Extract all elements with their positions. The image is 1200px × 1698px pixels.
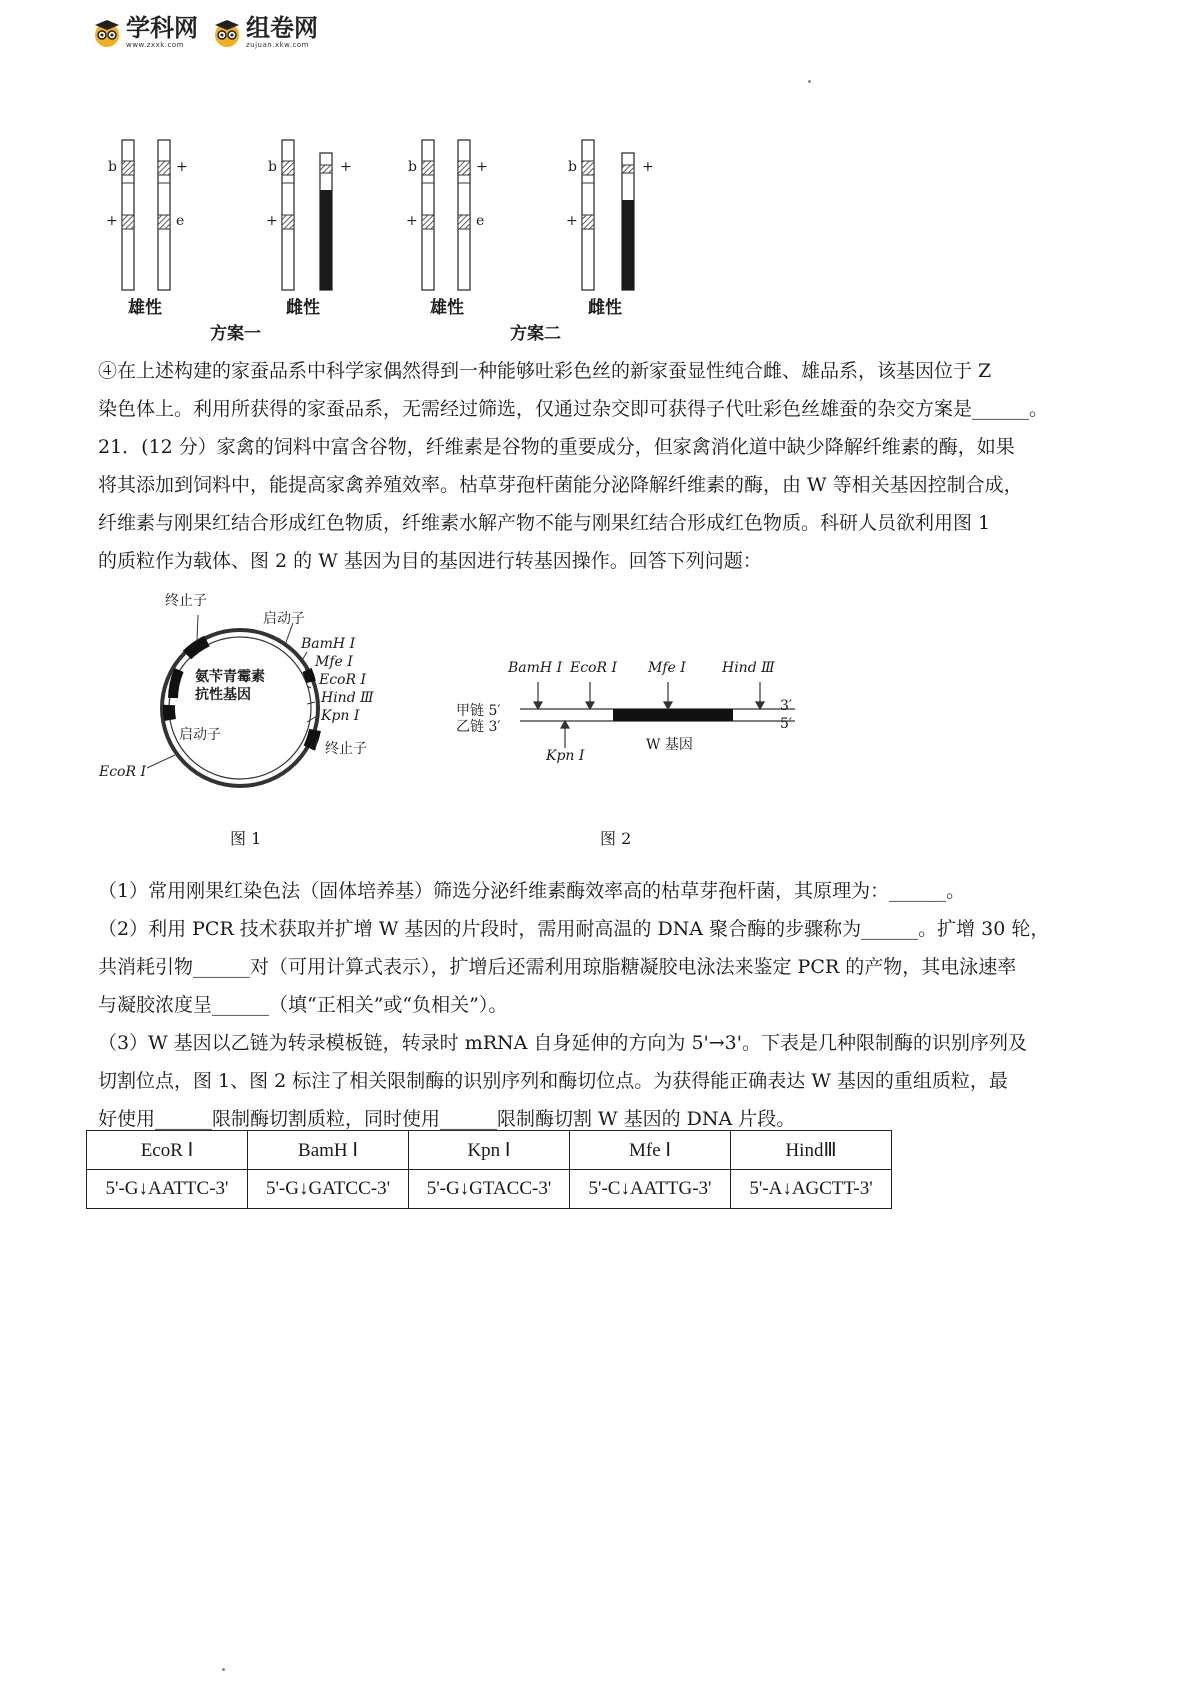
figure-1-plasmid bbox=[95, 590, 435, 850]
table-cell: 5'-C↓AATTG-3' bbox=[570, 1170, 731, 1209]
gene-label-b: b bbox=[568, 159, 577, 175]
logo-url: www.zxxk.com bbox=[126, 41, 184, 49]
gene-label-e: e bbox=[476, 213, 485, 229]
question-21-line: 的质粒作为载体、图 2 的 W 基因为目的基因进行转基因操作。回答下列问题： bbox=[98, 550, 762, 572]
gene-label-plus: + bbox=[476, 159, 488, 175]
subquestion-3-line: 好使用______限制酶切割质粒，同时使用______限制酶切割 W 基因的 DNA 片段。 bbox=[98, 1108, 796, 1130]
gene-label-plus: + bbox=[566, 213, 578, 229]
table-header-cell: Mfe Ⅰ bbox=[570, 1131, 731, 1170]
table-header-cell: EcoR Ⅰ bbox=[87, 1131, 248, 1170]
scheme2-female-pair bbox=[582, 140, 634, 290]
male-label: 雄性 bbox=[430, 298, 464, 318]
female-label: 雌性 bbox=[286, 298, 320, 318]
table-header-cell: HindⅢ bbox=[731, 1131, 892, 1170]
logo-name: 学科网 bbox=[126, 14, 198, 42]
ecori-site-label: EcoR Ⅰ bbox=[570, 660, 618, 676]
table-header-cell: BamH Ⅰ bbox=[248, 1131, 409, 1170]
table-header-cell: Kpn Ⅰ bbox=[409, 1131, 570, 1170]
speck bbox=[222, 1668, 225, 1671]
gene-label-b: b bbox=[108, 159, 117, 175]
gene-label-b: b bbox=[408, 159, 417, 175]
ecori-site-label: EcoR Ⅰ bbox=[319, 672, 367, 688]
table-cell: 5'-A↓AGCTT-3' bbox=[731, 1170, 892, 1209]
hindiii-site-label: Hind Ⅲ bbox=[321, 690, 374, 706]
table-header-row bbox=[87, 1131, 892, 1170]
mfei-site-label: Mfe Ⅰ bbox=[648, 660, 686, 676]
ampicillin-resistance-label: 氨苄青霉素 bbox=[195, 669, 265, 685]
w-gene-label: W 基因 bbox=[646, 737, 693, 753]
logo-zxxk[interactable] bbox=[92, 16, 198, 49]
kpni-site-label: Kpn Ⅰ bbox=[321, 708, 360, 724]
subquestion-2-line: （2）利用 PCR 技术获取并扩增 W 基因的片段时，需用耐高温的 DNA 聚合酶的步骤称为______。扩增 30 轮， bbox=[98, 918, 1050, 940]
question-4-line: 染色体上。利用所获得的家蚕品系，无需经过筛选，仅通过杂交即可获得子代吐彩色丝雄蚕的杂交方案是______。 bbox=[98, 398, 1049, 420]
kpni-site-label: Kpn Ⅰ bbox=[546, 748, 585, 764]
gene-label-plus: + bbox=[106, 213, 118, 229]
question-21-line: 将其添加到饲料中，能提高家禽养殖效率。枯草芽孢杆菌能分泌降解纤维素的酶，由 W 等相关基因控制合成， bbox=[98, 474, 1023, 496]
scheme1-male-pair bbox=[122, 140, 170, 290]
gene-label-plus: + bbox=[642, 159, 654, 175]
scheme1-female-pair bbox=[282, 140, 332, 290]
strand-alpha-label: 甲链 5′ bbox=[456, 703, 501, 719]
scheme1-label: 方案一 bbox=[210, 324, 261, 344]
gene-label-plus: + bbox=[176, 159, 188, 175]
bamhi-site-label: BamH Ⅰ bbox=[508, 660, 563, 676]
strand-beta-label: 乙链 3′ bbox=[456, 719, 501, 735]
table-row bbox=[87, 1170, 892, 1209]
chromosome-diagram bbox=[100, 135, 680, 345]
figure-2-caption: 图 2 bbox=[600, 829, 632, 848]
logo-name: 组卷网 bbox=[246, 14, 318, 42]
terminator-label: 终止子 bbox=[165, 593, 207, 609]
owl-logo-icon bbox=[92, 18, 122, 48]
logo-url: zujuan.xkw.com bbox=[246, 41, 309, 49]
subquestion-2-line: 与凝胶浓度呈______（填“正相关”或“负相关”）。 bbox=[98, 994, 508, 1016]
restriction-enzyme-table bbox=[86, 1130, 892, 1209]
logo-zujuan[interactable] bbox=[212, 16, 318, 49]
strand-beta-end-label: 5′ bbox=[780, 716, 793, 732]
promoter-label: 启动子 bbox=[179, 727, 221, 743]
table-cell: 5'-G↓GATCC-3' bbox=[248, 1170, 409, 1209]
hindiii-site-label: Hind Ⅲ bbox=[722, 660, 775, 676]
header-logos bbox=[92, 16, 318, 49]
figure-1-caption: 图 1 bbox=[230, 829, 262, 848]
speck bbox=[808, 80, 811, 83]
gene-label-b: b bbox=[268, 159, 277, 175]
strand-alpha-end-label: 3′ bbox=[780, 698, 793, 714]
owl-logo-icon bbox=[212, 18, 242, 48]
question-4-line: ④在上述构建的家蚕品系中科学家偶然得到一种能够吐彩色丝的新家蚕显性纯合雌、雄品系，该基因位于 Z bbox=[98, 360, 992, 382]
table-cell: 5'-G↓GTACC-3' bbox=[409, 1170, 570, 1209]
ecori-site-label: EcoR Ⅰ bbox=[99, 764, 147, 780]
gene-label-e: e bbox=[176, 213, 185, 229]
female-label: 雌性 bbox=[588, 298, 622, 318]
subquestion-3-line: （3）W 基因以乙链为转录模板链，转录时 mRNA 自身延伸的方向为 5'→3'。下表是几种限制酶的识别序列及 bbox=[98, 1032, 1027, 1054]
scheme2-label: 方案二 bbox=[510, 324, 561, 344]
gene-label-plus: + bbox=[340, 159, 352, 175]
terminator-label: 终止子 bbox=[325, 741, 367, 757]
question-21-line: 纤维素与刚果红结合形成红色物质，纤维素水解产物不能与刚果红结合形成红色物质。科研人员欲利用图 1 bbox=[98, 512, 991, 534]
gene-label-plus: + bbox=[406, 213, 418, 229]
subquestion-3-line: 切割位点，图 1、图 2 标注了相关限制酶的识别序列和酶切位点。为获得能正确表达 W 基因的重组质粒，最 bbox=[98, 1070, 1008, 1092]
ampicillin-resistance-label: 抗性基因 bbox=[195, 687, 251, 703]
gene-drawing bbox=[450, 660, 810, 770]
male-label: 雄性 bbox=[128, 298, 162, 318]
promoter-label: 启动子 bbox=[263, 611, 305, 627]
subquestion-1: （1）常用刚果红染色法（固体培养基）筛选分泌纤维素酶效率高的枯草芽孢杆菌，其原理为：______。 bbox=[98, 880, 966, 902]
mfei-site-label: Mfe Ⅰ bbox=[315, 654, 353, 670]
table-cell: 5'-G↓AATTC-3' bbox=[87, 1170, 248, 1209]
figure-2-gene bbox=[450, 660, 810, 850]
gene-label-plus: + bbox=[266, 213, 278, 229]
bamhi-site-label: BamH Ⅰ bbox=[301, 636, 356, 652]
question-21-line: 21．(12 分）家禽的饲料中富含谷物，纤维素是谷物的重要成分，但家禽消化道中缺少降解纤维素的酶，如果 bbox=[98, 436, 1015, 458]
subquestion-2-line: 共消耗引物______对（可用计算式表示），扩增后还需利用琼脂糖凝胶电泳法来鉴定 PCR 的产物，其电泳速率 bbox=[98, 956, 1017, 978]
scheme2-male-pair bbox=[422, 140, 470, 290]
